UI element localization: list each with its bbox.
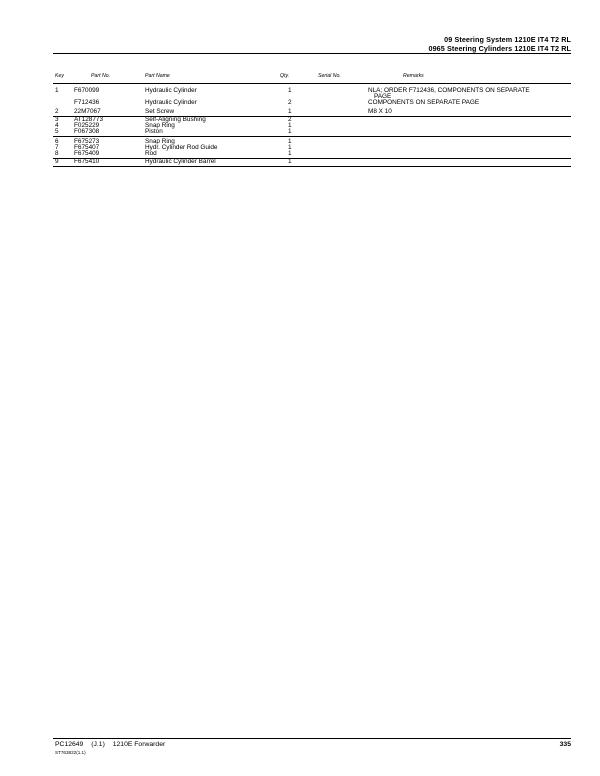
- col-head-qty: Qty.: [280, 73, 290, 79]
- row-qty: 1: [288, 138, 292, 145]
- row-part-name: Snap Ring: [145, 122, 175, 129]
- footer-revision: (J.1): [91, 741, 105, 748]
- row-part-no: F067308: [74, 128, 100, 135]
- row-qty: 1: [288, 150, 292, 157]
- row-part-no: F025229: [74, 122, 100, 129]
- section-title: 09 Steering System 1210E IT4 T2 RL: [444, 35, 571, 44]
- header-rule: [53, 53, 571, 54]
- row-key: 5: [55, 128, 59, 135]
- page-number: 335: [559, 741, 571, 748]
- row-qty: 2: [288, 99, 292, 106]
- row-qty: 2: [288, 116, 292, 123]
- footer-doc-info: [55, 741, 171, 748]
- row-part-name: Piston: [145, 128, 163, 135]
- col-head-part-name: Part Name: [145, 73, 170, 79]
- col-head-remarks: Remarks: [403, 73, 424, 79]
- row-part-name: Hydraulic Cylinder: [145, 87, 197, 94]
- row-qty: 1: [288, 122, 292, 129]
- row-key: 8: [55, 150, 59, 157]
- row-remarks: COMPONENTS ON SEPARATE PAGE: [368, 99, 480, 106]
- row-part-no: F712436: [74, 99, 100, 106]
- row-key: 7: [55, 144, 59, 151]
- row-part-name: Rod: [145, 150, 157, 157]
- row-part-no: F675409: [74, 150, 100, 157]
- table-head-rule: [53, 83, 571, 84]
- row-qty: 1: [288, 128, 292, 135]
- row-qty: 1: [288, 158, 292, 165]
- row-part-no: AT128773: [74, 116, 104, 123]
- col-head-serial-no: Serial No.: [318, 73, 341, 79]
- row-part-no: 22M7067: [74, 108, 101, 115]
- row-part-name: Hydraulic Cylinder: [145, 99, 197, 106]
- row-part-name: Hydr. Cylinder Rod Guide: [145, 144, 218, 151]
- footer-rule: [53, 738, 571, 739]
- table-bottom-rule: [53, 166, 571, 167]
- row-part-name: Set Screw: [145, 108, 175, 115]
- row-qty: 1: [288, 144, 292, 151]
- row-remarks: M8 X 10: [368, 108, 392, 115]
- col-head-part-no: Part No.: [91, 73, 111, 79]
- row-qty: 1: [288, 108, 292, 115]
- row-part-name: Self-Aligning Bushing: [145, 116, 206, 123]
- row-key: 4: [55, 122, 59, 129]
- row-divider: [53, 136, 571, 137]
- row-divider: [53, 158, 571, 159]
- row-key: 1: [55, 87, 59, 94]
- row-remarks: NLA; ORDER F712436, COMPONENTS ON SEPARATE: [368, 87, 530, 94]
- row-key: 6: [55, 138, 59, 145]
- row-part-no: F670099: [74, 87, 100, 94]
- row-key: 3: [55, 116, 59, 123]
- row-divider: [53, 116, 571, 117]
- row-part-no: F675410: [74, 158, 100, 165]
- row-part-name: Snap Ring: [145, 138, 175, 145]
- row-part-no: F675273: [74, 138, 100, 145]
- row-remarks-continued: PAGE: [374, 93, 392, 100]
- row-part-name: Hydraulic Cylinder Barrel: [145, 158, 216, 165]
- subsection-title: 0965 Steering Cylinders 1210E IT4 T2 RL: [428, 44, 571, 53]
- footer-sub-ref: ST763822(1.1): [55, 750, 86, 755]
- row-key: 9: [55, 158, 59, 165]
- row-key: 2: [55, 108, 59, 115]
- row-qty: 1: [288, 87, 292, 94]
- col-head-key: Key: [55, 73, 64, 79]
- footer-doc-id: PC12649: [55, 741, 84, 748]
- footer-model: 1210E Forwarder: [112, 741, 166, 748]
- row-part-no: F675407: [74, 144, 100, 151]
